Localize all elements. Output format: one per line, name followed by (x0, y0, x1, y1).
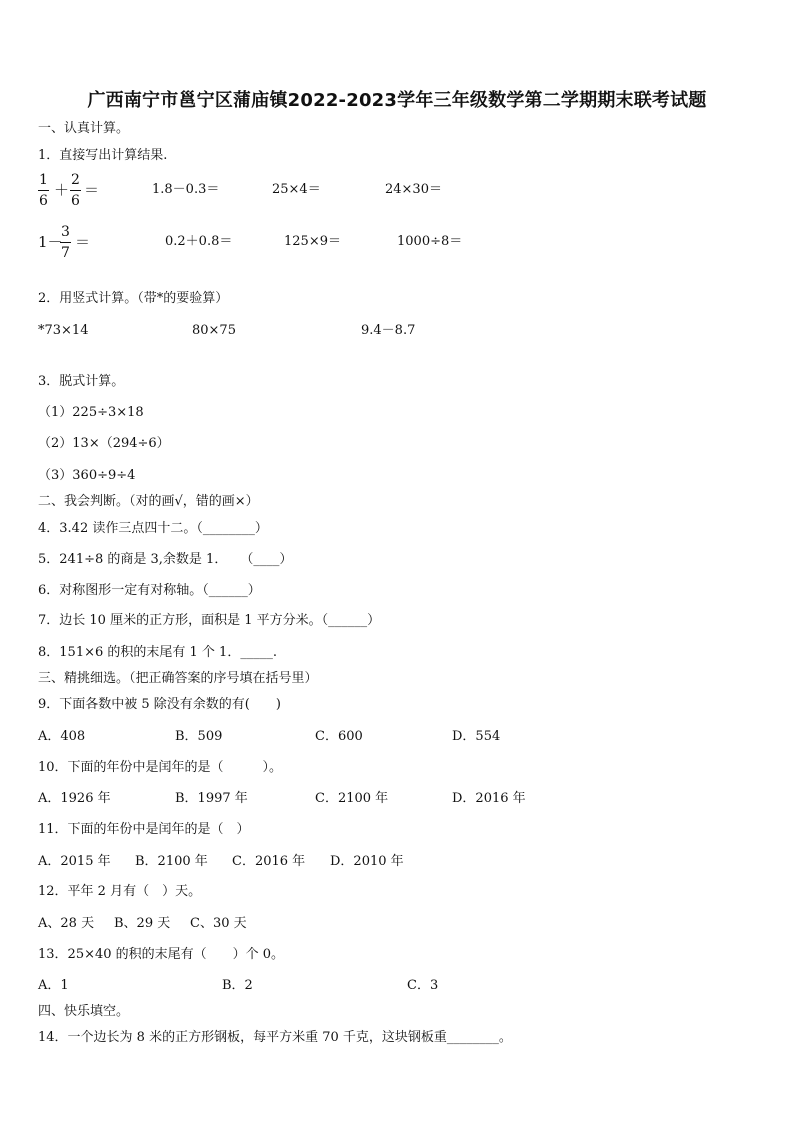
option-b: B．2100 年 (135, 854, 208, 869)
judge-item: 8．151×6 的积的末尾有 1 个 1．_____. (38, 645, 277, 660)
section1-heading: 一、认真计算。 (38, 121, 130, 136)
option-b: B．509 (175, 729, 223, 744)
q12-label: 12．平年 2 月有（ ）天。 (38, 884, 202, 899)
calc-item: 0.2＋0.8＝ (165, 234, 233, 249)
fraction-denominator: 6 (39, 193, 48, 209)
equals-sign: ＝ (84, 181, 100, 199)
option-d: D．2010 年 (330, 854, 404, 869)
option-a: A．1926 年 (38, 791, 111, 806)
q10-label: 10．下面的年份中是闰年的是（ ）。 (38, 760, 283, 775)
fraction-numerator: 3 (61, 224, 70, 240)
judge-item: 7．边长 10 厘米的正方形，面积是 1 平方分米。（______） (38, 613, 381, 628)
equals-sign: ＝ (75, 233, 91, 251)
fraction-numerator: 1 (39, 172, 48, 188)
fraction-bar (70, 190, 81, 191)
q9-label: 9．下面各数中被 5 除没有余数的有( ) (38, 697, 281, 712)
fraction-bar (38, 190, 49, 191)
option-a: A、28 天 (38, 916, 95, 931)
q3-label: 3．脱式计算。 (38, 374, 125, 389)
vertical-calc-item: 9.4－8.7 (361, 323, 416, 338)
page-title: 广西南宁市邕宁区蒲庙镇2022-2023学年三年级数学第二学期期末联考试题 (87, 90, 707, 111)
q11-label: 11．下面的年份中是闰年的是（ ） (38, 822, 250, 837)
option-d: D．554 (452, 729, 501, 744)
section2-heading: 二、我会判断。（对的画√，错的画×） (38, 494, 259, 509)
calc-item: 25×4＝ (272, 182, 321, 197)
option-a: A．408 (38, 729, 86, 744)
plus-sign: ＋ (54, 181, 70, 199)
option-b: B、29 天 (114, 916, 171, 931)
step-calc-item: （3）360÷9÷4 (38, 468, 136, 483)
step-calc-item: （2）13×（294÷6） (38, 436, 170, 451)
option-c: C．2100 年 (315, 791, 389, 806)
judge-item: 4．3.42 读作三点四十二。（________） (38, 521, 268, 536)
q2-label: 2．用竖式计算。（带*的要验算） (38, 291, 229, 306)
calc-item: 24×30＝ (385, 182, 442, 197)
calc-item: 125×9＝ (284, 234, 341, 249)
one-minus: 1－ (38, 233, 63, 251)
calc-item: 1000÷8＝ (397, 234, 463, 249)
option-b: B．2 (222, 978, 253, 993)
calc-item: 1.8－0.3＝ (152, 182, 220, 197)
judge-item: 6．对称图形一定有对称轴。（______） (38, 583, 261, 598)
q1-label: 1．直接写出计算结果. (38, 148, 168, 163)
q13-label: 13．25×40 的积的末尾有（ ）个 0。 (38, 947, 285, 962)
fraction-denominator: 6 (71, 193, 80, 209)
option-c: C．3 (407, 978, 439, 993)
judge-item: 5．241÷8 的商是 3,余数是 1． （____） (38, 552, 293, 567)
fraction-1-6 (38, 172, 49, 209)
vertical-calc-item: *73×14 (38, 323, 89, 338)
fraction-2-6 (70, 172, 81, 209)
fraction-denominator: 7 (61, 245, 70, 261)
option-c: C．600 (315, 729, 363, 744)
option-c: C、30 天 (190, 916, 247, 931)
step-calc-item: （1）225÷3×18 (38, 405, 144, 420)
q14-label: 14．一个边长为 8 米的正方形钢板，每平方米重 70 千克，这块钢板重________。 (38, 1030, 512, 1045)
vertical-calc-item: 80×75 (192, 323, 236, 338)
fraction-3-7 (60, 224, 71, 261)
option-a: A．2015 年 (38, 854, 111, 869)
option-c: C．2016 年 (232, 854, 306, 869)
section4-heading: 四、快乐填空。 (38, 1004, 130, 1019)
option-a: A．1 (38, 978, 69, 993)
fraction-numerator: 2 (71, 172, 80, 188)
fraction-bar (60, 242, 71, 243)
section3-heading: 三、精挑细选。（把正确答案的序号填在括号里） (38, 671, 318, 686)
option-b: B．1997 年 (175, 791, 248, 806)
option-d: D．2016 年 (452, 791, 526, 806)
